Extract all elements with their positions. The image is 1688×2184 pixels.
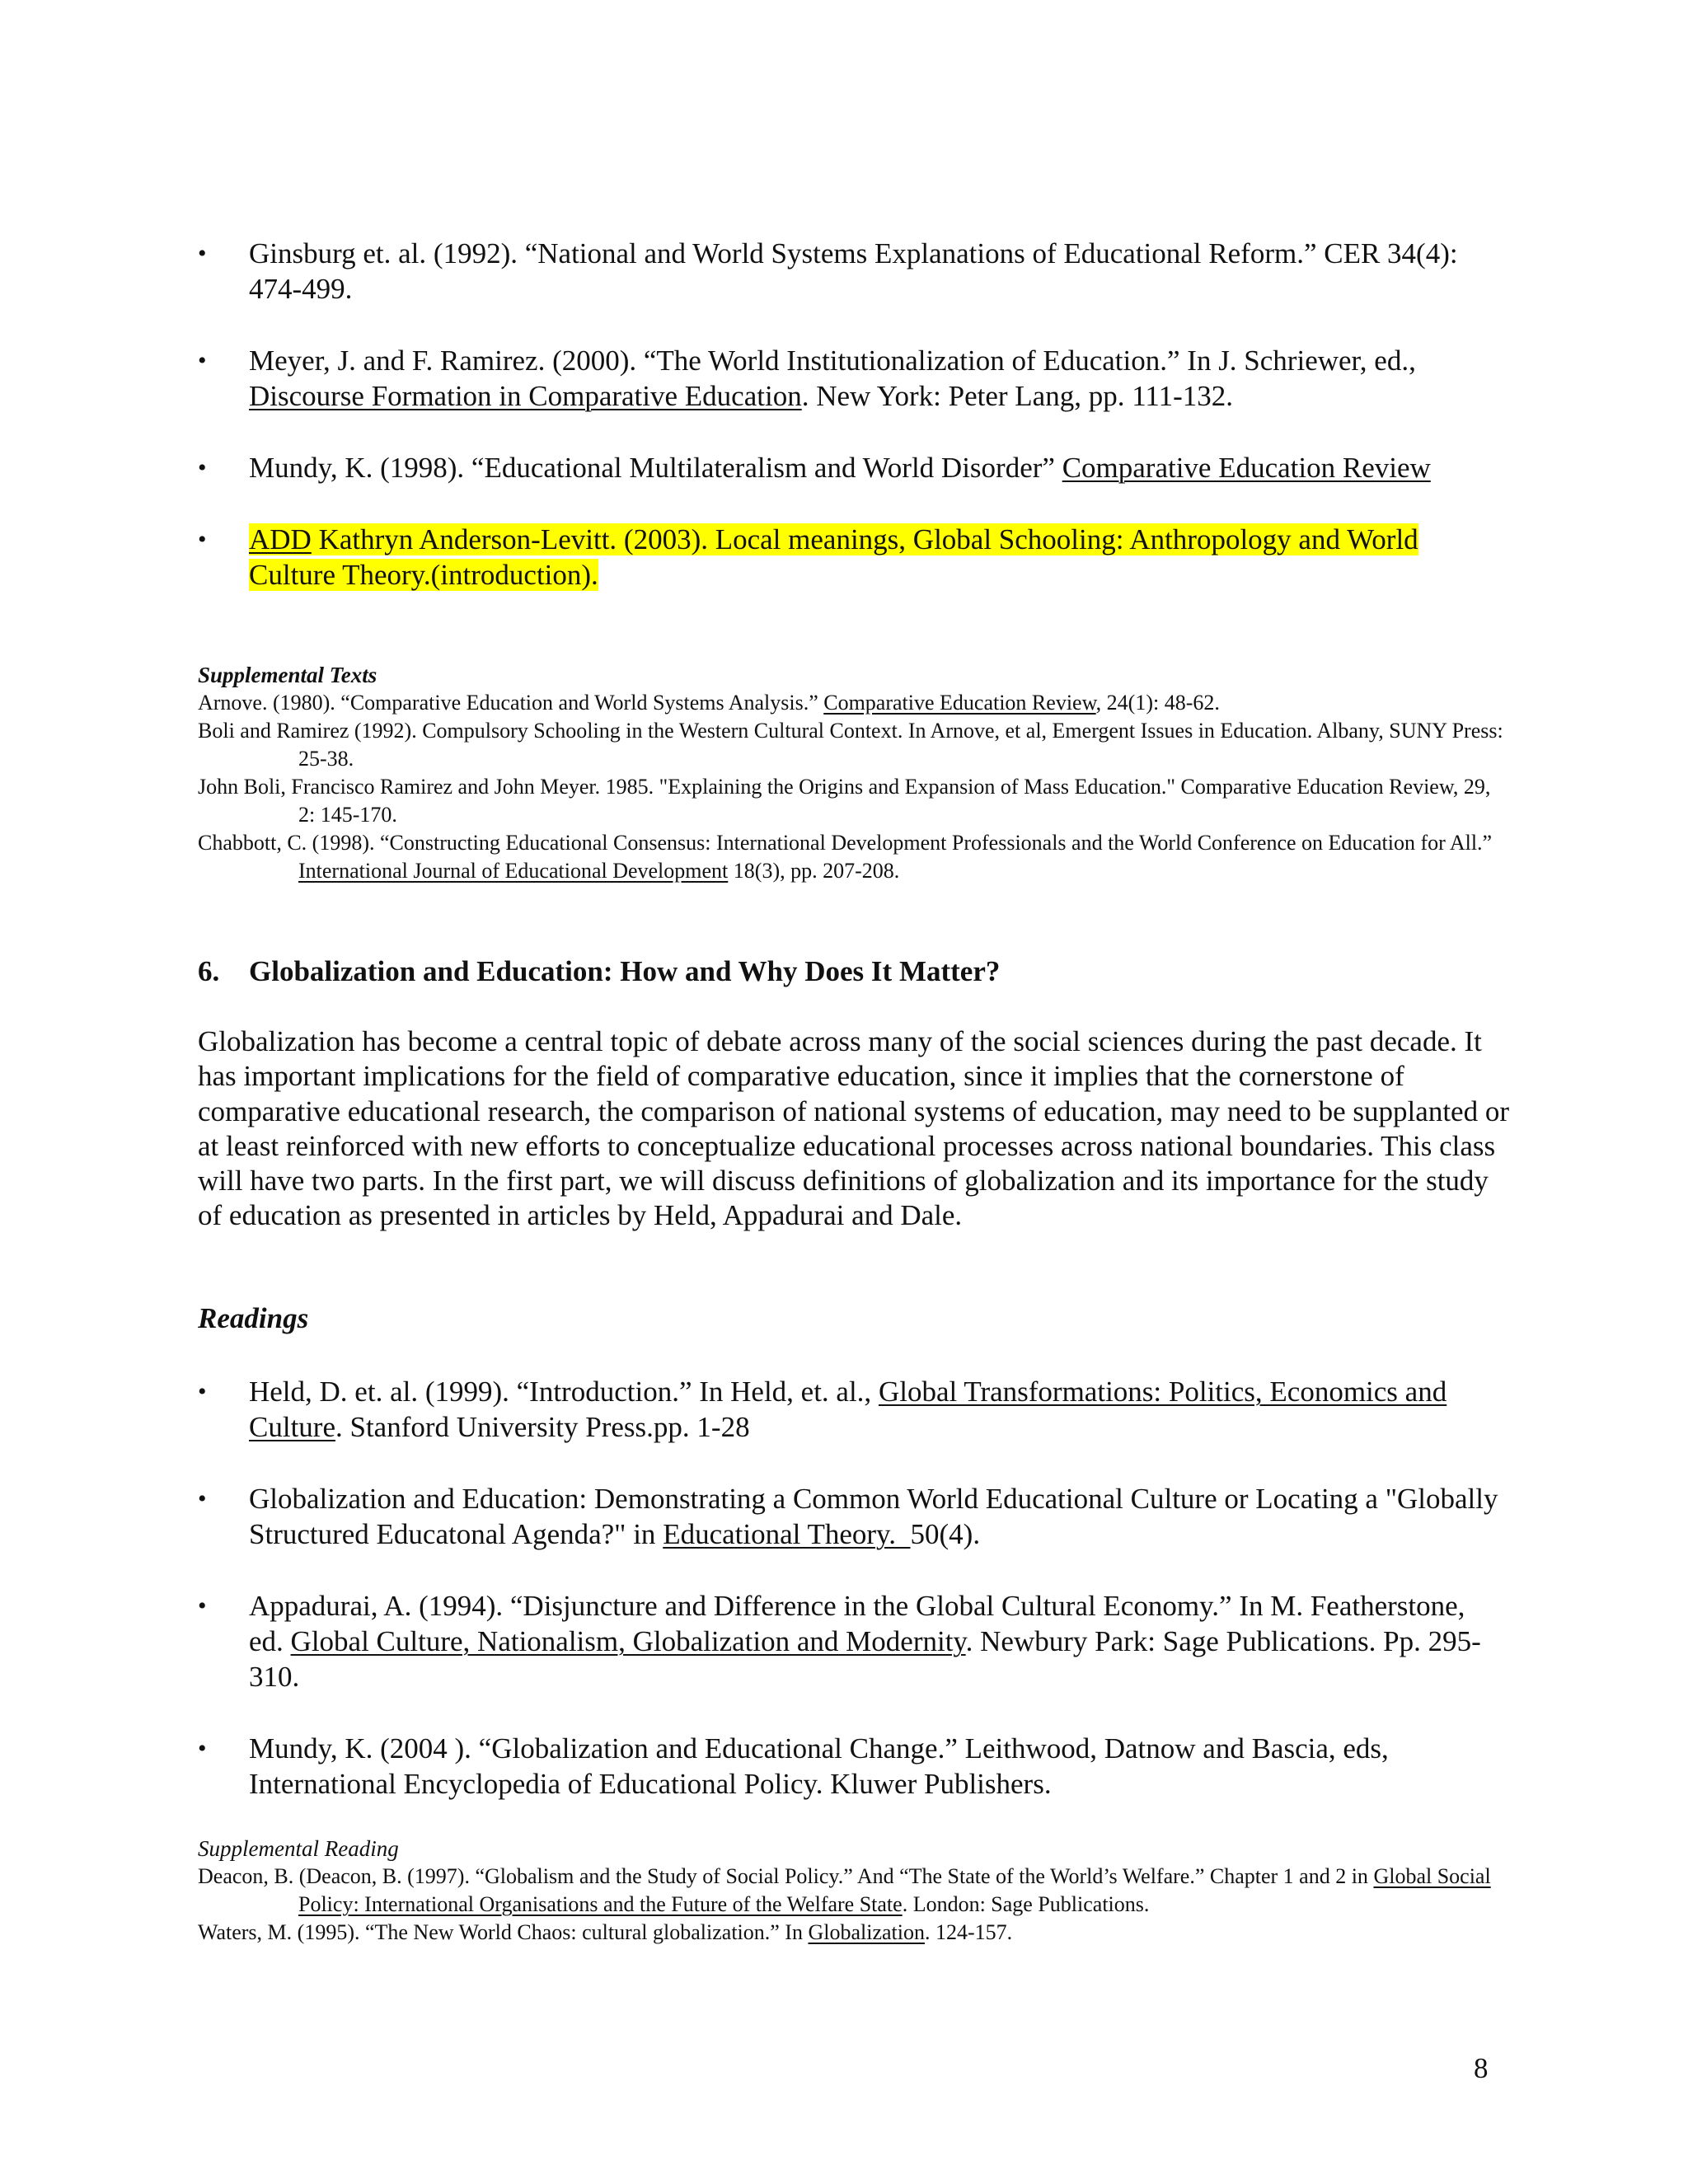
book-title: Globalization [808,1920,925,1944]
list-item: • Mundy, K. (1998). “Educational Multilateralism and World Disorder” Comparative Education Review [198,452,1431,484]
book-title: Global Culture, Nationalism, Globalization and Modernity [290,1625,966,1657]
journal-title: Comparative Education Review [823,691,1096,715]
supplemental-reading-heading: Supplemental Reading [198,1836,399,1861]
page-number: 8 [1474,2052,1489,2084]
list-item [198,522,1500,593]
section-heading [198,954,1000,989]
list-item: • Held, D. et. al. (1999). “Introduction.” In Held, et. al., Global Transformations: Politics, Economics and Culture. Stanford University Press.pp. 1-28 [198,1376,1447,1443]
bullet-icon: • [198,240,207,267]
intro-paragraph: Globalization has become a central topic of debate across many of the social sciences during the past decade. It has important implications for the field of comparative education, since it implies that the cornerstone of comparative educational research, the comparison of national systems of education, may need to be supplanted or at least reinforced with new efforts to conceptualize educational processes across national boundaries. This class will have two parts. In the first part, we will discuss definitions of globalization and its importance for the study of education as presented in articles by Held, Appadurai and Dale. [198,1025,1509,1232]
section-title: Globalization and Education: How and Why Does It Matter? [249,955,1001,987]
journal-title: International Journal of Educational Development [298,859,729,883]
list-item: • Ginsburg et. al. (1992). “National and World Systems Explanations of Educational Reform.” CER 34(4): 474-499. [198,237,1458,305]
bullet-icon: • [198,1485,207,1512]
add-label: ADD [249,523,312,555]
citation-entry: Arnove. (1980). “Comparative Education and World Systems Analysis.” Comparative Education Review, 24(1): 48-62. [198,691,1220,715]
section-number: 6. [198,955,220,987]
bullet-icon: • [198,1735,207,1762]
readings-heading: Readings [198,1302,309,1334]
book-title: Global Transformations: Politics, Economics and Culture [249,1376,1447,1443]
bullet-icon: • [198,1592,207,1619]
highlighted-entry: ADD Kathryn Anderson-Levitt. (2003). Local meanings, Global Schooling: Anthropology and World Culture Theory.(introduction). [249,523,1418,591]
citation-entry: John Boli, Francisco Ramirez and John Meyer. 1985. "Explaining the Origins and Expansion of Mass Education." Comparative Education Review, 29, 2: 145-170. [198,775,1491,827]
list-item: • Mundy, K. (2004 ). “Globalization and Educational Change.” Leithwood, Datnow and Bascia, eds, International Encyclopedia of Educational Policy. Kluwer Publishers. [198,1732,1389,1800]
citation-entry: Waters, M. (1995). “The New World Chaos: cultural globalization.” In Globalization. 124-157. [198,1920,1013,1944]
top-reading-list [198,236,1500,593]
supplemental-texts-heading: Supplemental Texts [198,663,377,687]
list-item: • Globalization and Education: Demonstrating a Common World Educational Culture or Locating a "Globally Structured Educatonal Agenda?" in Educational Theory. 50(4). [198,1483,1498,1550]
citation-entry: Deacon, B. (Deacon, B. (1997). “Globalism and the Study of Social Policy.” And “The State of the World’s Welfare.” Chapter 1 and 2 in Global Social Policy: International Organisations and the Future of the Welfare State. London: Sage Publications. [198,1864,1491,1916]
book-title: Global Social Policy: International Organisations and the Future of the Welfare State [298,1864,1491,1916]
bullet-icon: • [198,454,207,481]
readings-list [198,1374,1500,1802]
bullet-icon: • [198,526,207,553]
list-item: • Appadurai, A. (1994). “Disjuncture and Difference in the Global Cultural Economy.” In M. Featherstone, ed. Global Culture, Nationalism, Globalization and Modernity. Newbury Park: Sage Publications. Pp. 295-310. [198,1590,1481,1693]
supplemental-texts [198,661,1508,885]
journal-title: Educational Theory. [663,1518,911,1550]
citation-entry: Boli and Ramirez (1992). Compulsory Schooling in the Western Cultural Context. In Arnove, et al, Emergent Issues in Education. Albany, SUNY Press: 25-38. [198,719,1503,771]
citation-entry: Chabbott, C. (1998). “Constructing Educational Consensus: International Development Professionals and the World Conference on Education for All.” International Journal of Educational Development 18(3), pp. 207-208. [198,831,1493,883]
list-item: • Meyer, J. and F. Ramirez. (2000). “The World Institutionalization of Education.” In J. Schriewer, ed., Discourse Formation in Comparative Education. New York: Peter Lang, pp. 111-132. [198,344,1416,412]
supplemental-reading [198,1835,1508,1947]
journal-title: Comparative Education Review [1062,452,1431,484]
book-title: Discourse Formation in Comparative Education [249,380,802,412]
bullet-icon: • [198,347,207,374]
bullet-icon: • [198,1378,207,1405]
